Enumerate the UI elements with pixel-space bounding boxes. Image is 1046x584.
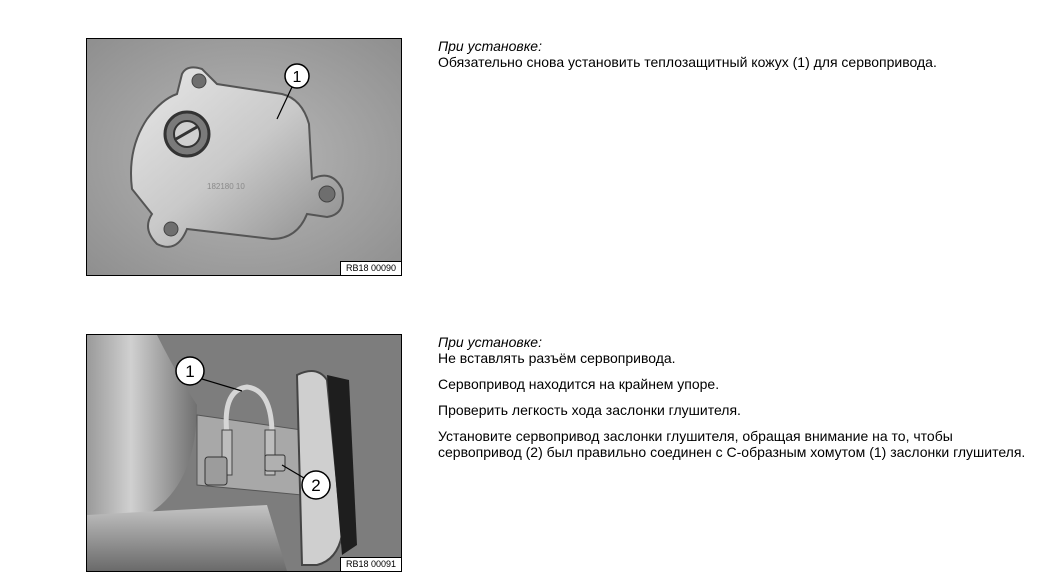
instruction-paragraph: Установите сервопривод заслонки глушителя, обращая внимание на то, чтобы сервопривод (2) был правильно соединен с С-образным хомутом (1) заслонки глушителя.	[438, 428, 1026, 460]
instruction-paragraph: Обязательно снова установить теплозащитный кожух (1) для сервопривода.	[438, 54, 937, 70]
instruction-paragraph: Сервопривод находится на крайнем упоре.	[438, 376, 720, 392]
heat-shield-photo	[87, 39, 401, 275]
figure-heat-shield	[86, 38, 402, 276]
installation-heading: При установке:	[438, 334, 542, 350]
instruction-paragraph: Проверить легкость хода заслонки глушителя.	[438, 402, 741, 418]
figure-id-label: RB18 00091	[340, 557, 401, 571]
figure-servo-clamp	[86, 334, 402, 572]
figure-id-label: RB18 00090	[340, 261, 401, 275]
servo-clamp-photo	[87, 335, 401, 571]
callout-1: 1	[292, 69, 302, 86]
callout-1: 1	[185, 362, 195, 381]
installation-heading: При установке:	[438, 38, 542, 54]
instruction-block-2	[438, 334, 1038, 470]
instruction-block-1	[438, 38, 1038, 80]
instruction-paragraph: Не вставлять разъём сервопривода.	[438, 350, 676, 366]
stamped-marking: 182180 10	[207, 182, 245, 191]
callout-2: 2	[311, 476, 321, 495]
